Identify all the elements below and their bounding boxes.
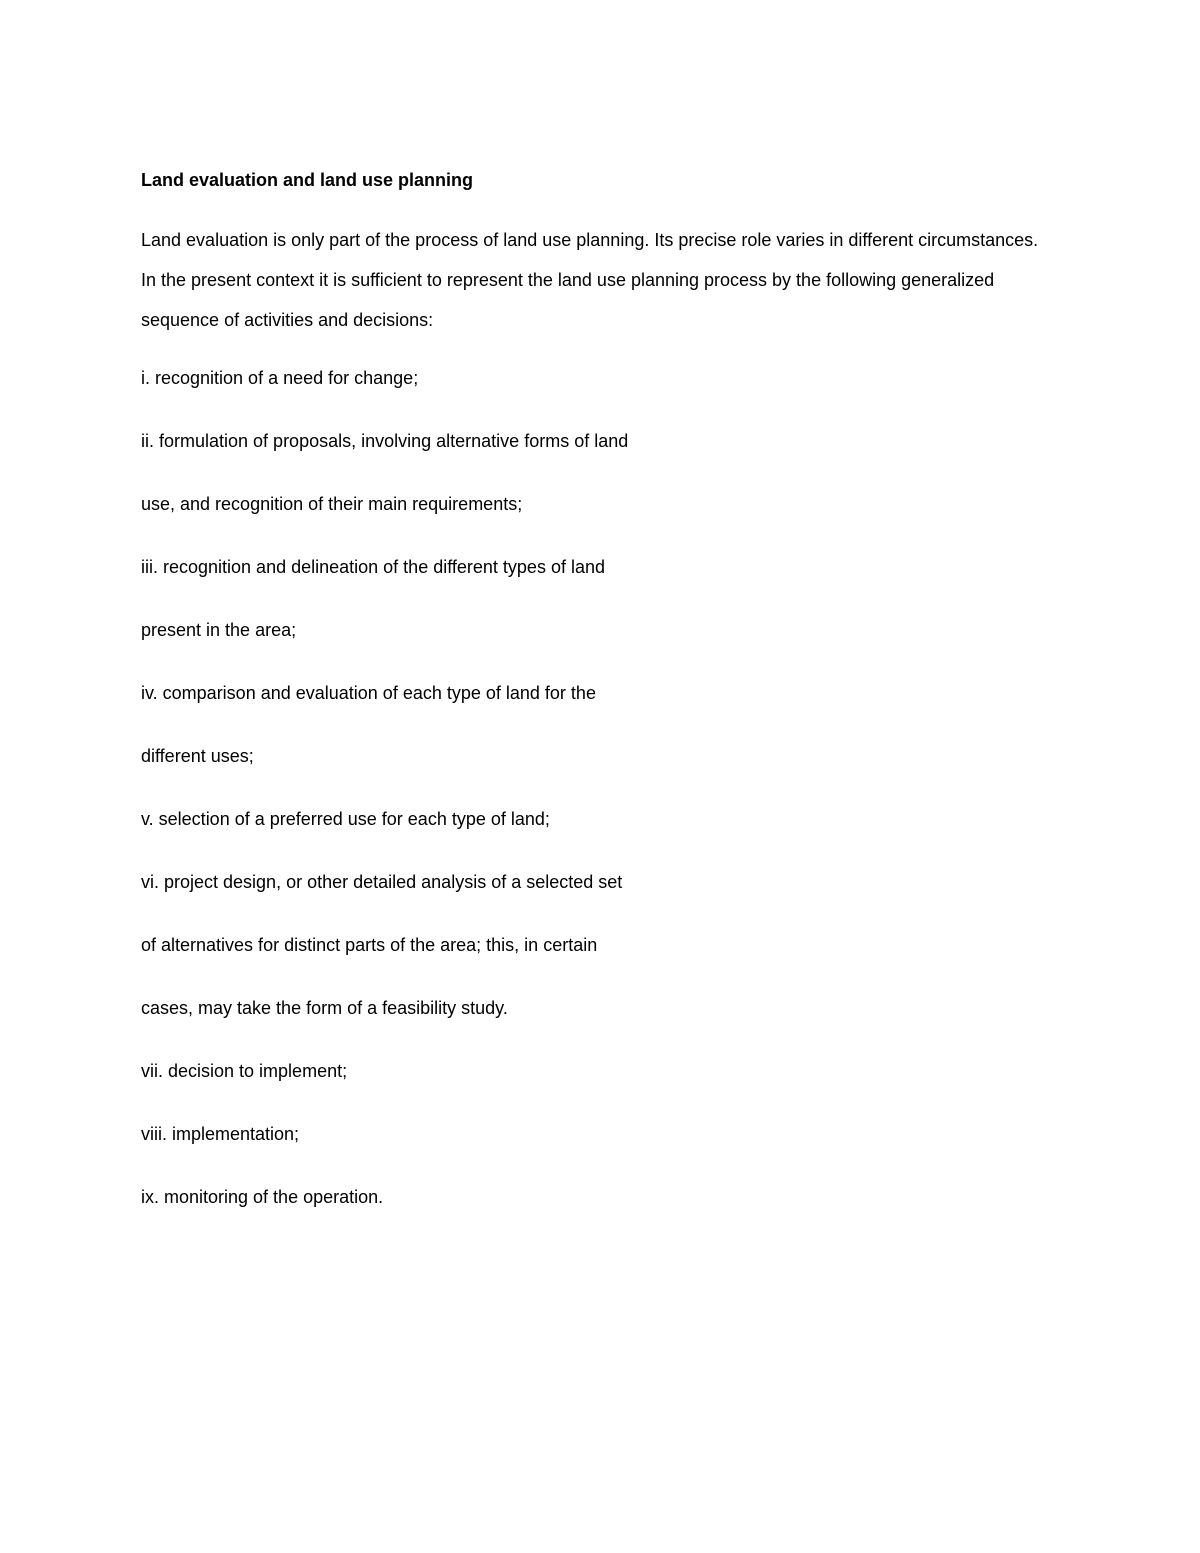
list-line-2: ii. formulation of proposals, involving alternative forms of land [141, 431, 629, 451]
list-line-6: iv. comparison and evaluation of each type of land for the [141, 683, 596, 703]
list-line-9: vi. project design, or other detailed analysis of a selected set [141, 872, 623, 892]
document-body [141, 165, 1041, 1245]
list-line-1: i. recognition of a need for change; [141, 368, 419, 388]
list-line-10: of alternatives for distinct parts of the area; this, in certain [141, 935, 598, 955]
document-title: Land evaluation and land use planning [141, 170, 474, 190]
list-line-5: present in the area; [141, 620, 297, 640]
list-line-13: viii. implementation; [141, 1124, 300, 1144]
list-line-12: vii. decision to implement; [141, 1061, 348, 1081]
list-line-3: use, and recognition of their main requirements; [141, 494, 523, 514]
list-line-8: v. selection of a preferred use for each type of land; [141, 809, 550, 829]
intro-paragraph: Land evaluation is only part of the process of land use planning. Its precise role varies in different circumstances. In the present context it is sufficient to represent the land use planning process by the following generalized sequence of activities and decisions: [141, 230, 1039, 330]
list-line-11: cases, may take the form of a feasibility study. [141, 998, 508, 1018]
list-line-14: ix. monitoring of the operation. [141, 1187, 384, 1207]
list-line-7: different uses; [141, 746, 254, 766]
list-line-4: iii. recognition and delineation of the different types of land [141, 557, 605, 577]
